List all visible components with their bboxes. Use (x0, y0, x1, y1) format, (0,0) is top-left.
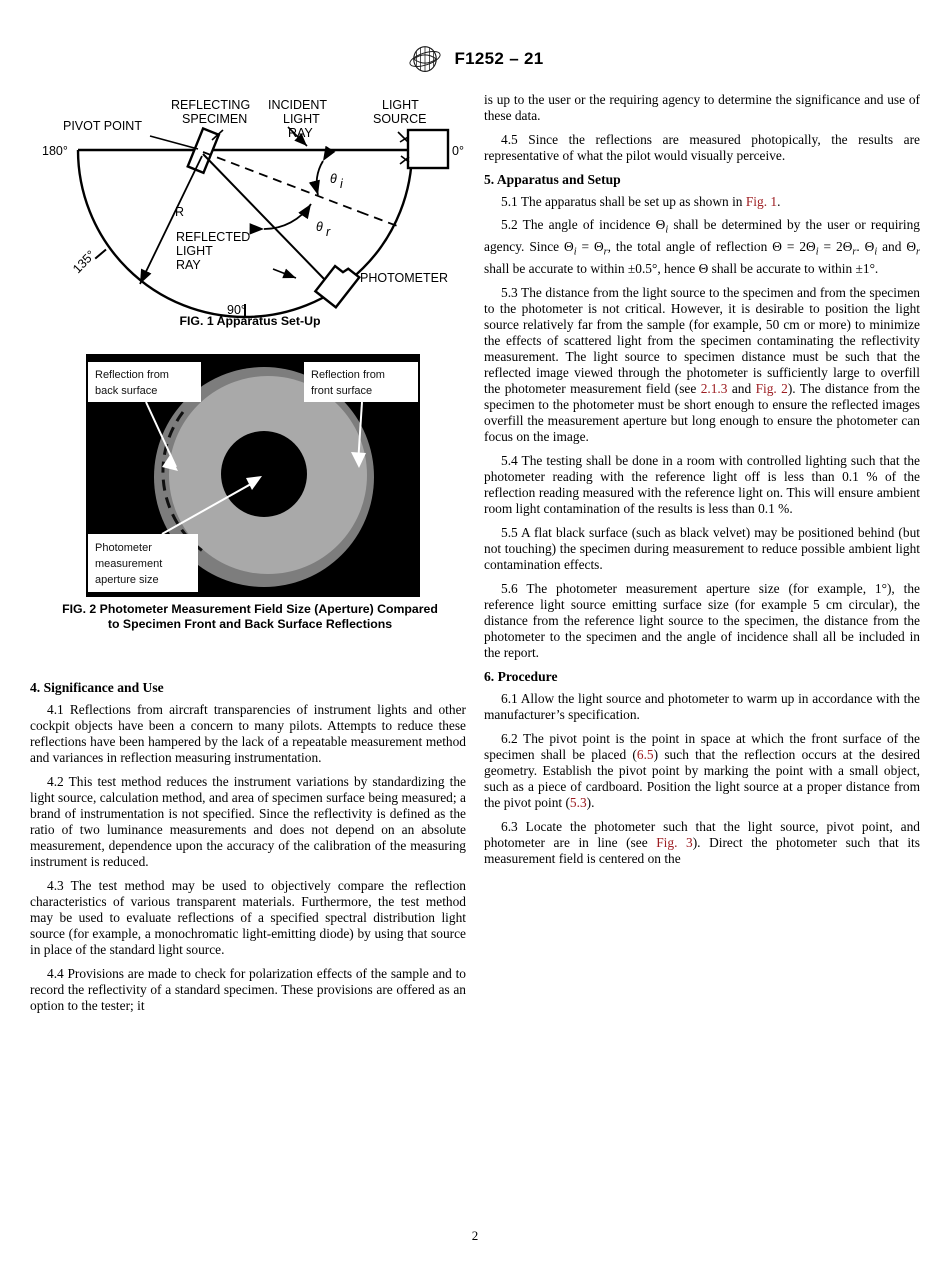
paragraph-6-3 (484, 819, 920, 867)
figure1-label-incident-1: INCIDENT (268, 98, 328, 112)
p53-seg-b: and (727, 381, 756, 397)
figure1-label-reflected-3: RAY (176, 258, 201, 272)
figure2-aperture-label-1: Photometer (95, 542, 152, 554)
paragraph-5-1 (484, 194, 920, 210)
paragraph-6-2 (484, 731, 920, 811)
section-6-heading: 6. Procedure (484, 669, 558, 685)
left-text-column (30, 672, 466, 1022)
xref-fig-1[interactable]: Fig. 1 (745, 193, 778, 209)
xref-fig-3[interactable]: Fig. 3 (656, 834, 693, 850)
figure2-back-surface-label-2: back surface (95, 385, 158, 397)
p52-seg-8: shall be accurate to within ±0.5°, hence Θ shall be accurate to within ±1°. (484, 261, 879, 276)
paragraph-5-1-text-post: . (777, 193, 781, 209)
p63-seg-a: 6.3 Locate the photometer such that the light source, pivot point, and photometer are in line (see (484, 818, 920, 850)
paragraph-4-4: 4.4 Provisions are made to check for polarization effects of the sample and to record the reflectivity of a standard specimen. These provisions are offered as an option to the tester; it (30, 965, 466, 1014)
figure2-front-surface-label-2: front surface (311, 385, 373, 397)
figure1-label-incident-3: RAY (288, 126, 313, 140)
p53-seg-a: 5.3 The distance from the light source to the specimen and from the specimen to the photometer is not critical. However, it is desirable to position the light source relatively far from the sample (for example, 50 cm or more) to minimize the effects of scattered light from the specimen contaminating the reflectivity measurement. The light source to specimen distance must be such that the reflected image viewed through the photometer is sufficiently large to overfill the photometer measurement field (see (484, 284, 920, 397)
figure2-aperture-label-3: aperture size (95, 574, 159, 586)
figure1-label-reflecting-specimen-2: SPECIMEN (182, 112, 248, 126)
figure1-label-reflected-2: LIGHT (176, 244, 213, 258)
figure-2-caption-line-1: FIG. 2 Photometer Measurement Field Size (Aperture) Compared (62, 602, 438, 616)
paragraph-6-1: 6.1 Allow the light source and photometer to warm up in accordance with the manufacturer’s specification. (484, 691, 920, 723)
figure1-label-reflecting-specimen-1: REFLECTING (171, 98, 251, 112)
p62-seg-c: ). (586, 795, 595, 811)
section-5-heading: 5. Apparatus and Setup (484, 171, 621, 187)
paragraph-5-1-text-pre: 5.1 The apparatus shall be set up as shown in (501, 193, 746, 209)
figure-2-caption-line-2: to Specimen Front and Back Surface Reflections (107, 617, 393, 631)
astm-logo-icon (406, 44, 444, 74)
paragraph-4-2: 4.2 This test method reduces the instrument variations by standardizing the light source, calculation method, and area of specimen surface being measured; a brand of instrumentation is not specified. Since the reflectivity is defined as the ratio of two luminance measurements and does not depend on an absolute measurement, dependence upon the accuracy of the calibration of the measuring instrument is reduced. (30, 773, 466, 870)
xref-2-1-3[interactable]: 2.1.3 (700, 381, 728, 397)
paragraph-5-3 (484, 285, 920, 446)
figure1-label-180deg: 180° (42, 144, 68, 158)
figure1-label-theta-i: θ (330, 172, 337, 186)
xref-fig-2[interactable]: Fig. 2 (755, 381, 788, 397)
p62-seg-b: ) such that the reflection occurs at the desired geometry. Establish the pivot point by marking the point with a small object, such as a piece of cardboard. Position the light source at a proper distance from the pivot point ( (484, 746, 920, 811)
figure2-front-surface-label-1: Reflection from (311, 369, 385, 381)
figure1-label-0deg: 0° (452, 144, 464, 158)
figure1-label-theta-i-subscript: i (340, 177, 343, 191)
p62-seg-a: 6.2 The pivot point is the point in space at which the front surface of the specimen shall be placed ( (484, 730, 920, 762)
figure1-label-theta-r: θ (316, 220, 323, 234)
paragraph-4-3: 4.3 The test method may be used to objectively compare the reflection characteristics of various transparent materials. Furthermore, the test method may be used to evaluate reflections of a specified spectral distribution light source (for example, a monochromatic light-emitting diode) by using that source in place of the standard light source. (30, 877, 466, 958)
p52-seg-7: and Θ (877, 239, 917, 255)
p53-seg-c: ). The distance from the specimen to the photometer must be short enough to ensure the reflected images overfill the measurement aperture but long enough to ensure the photometer can focus on the image. (484, 381, 920, 445)
paragraph-5-4: 5.4 The testing shall be done in a room with controlled lighting such that the photometer reading with the reference light off is less than 0.1 % of the reflection reading measured with the reference light on. This will ensure ambient room light contamination of the results is less than 0.1 %. (484, 453, 920, 517)
figure1-label-photometer: PHOTOMETER (360, 271, 448, 285)
figure1-label-90deg: 90° (227, 303, 246, 317)
p52-seg-1: 5.2 The angle of incidence Θ (501, 217, 666, 233)
figure1-label-theta-r-subscript: r (326, 225, 331, 239)
figure1-label-light-source-2: SOURCE (373, 112, 427, 126)
paragraph-5-5: 5.5 A flat black surface (such as black velvet) may be positioned behind (but not touching) the specimen during measurement to reduce possible ambient light contamination effects. (484, 524, 920, 573)
figure-2-caption (30, 602, 470, 632)
page-header (0, 44, 950, 74)
figure1-label-radius: R (175, 205, 185, 219)
xref-5-3[interactable]: 5.3 (569, 795, 587, 811)
figure-1-drawing (30, 94, 470, 334)
right-text-column (484, 92, 920, 875)
paragraph-4-1: 4.1 Reflections from aircraft transparencies of instrument lights and other cockpit objects have been a concern to many pilots. Attempts to reduce these reflections have been hampered by the lack of a repeatable measurement method and variances in reflection measuring instrumentation. (30, 702, 466, 766)
paragraph-5-2: 5.2 The angle of incidence $\Theta_i$ shall be determined by the user or requiring agency. Since $\Theta_i = \Theta_r$, the total angle of reflection $\Theta = 2\Theta_i = 2\Theta_r$. $\Theta_i$ and $\Theta_r$ shall be accurate to within ±0.5°, hence Θ shall be accurate to within ±1°. (484, 217, 921, 276)
paragraph-4-5: 4.5 Since the reflections are measured photopically, the results are representative of what the pilot would visually perceive. (484, 131, 920, 163)
figure1-label-incident-2: LIGHT (283, 112, 320, 126)
paragraph-4-4-continued: is up to the user or the requiring agency to determine the significance and use of these data. (484, 92, 920, 124)
figure1-label-light-source-1: LIGHT (382, 98, 419, 112)
figure1-label-pivot-point: PIVOT POINT (63, 119, 142, 133)
p63-seg-b: ). Direct the photometer such that its measurement field is centered on the (484, 834, 920, 866)
page-number: 2 (471, 1228, 479, 1243)
paragraph-5-6: 5.6 The photometer measurement aperture size (for example, 1°), the reference light source emitting surface size (for example 5 cm circular), the distance from the reference light source to the specimen, the distance from the photometer to the specimen and the angle of incidence shall all be included in the report. (484, 580, 920, 661)
figure2-aperture-label-2: measurement (95, 558, 163, 570)
section-4-heading: 4. Significance and Use (30, 680, 164, 695)
p52-seg-4: , the total angle of reflection Θ = 2Θ (607, 239, 816, 255)
figure-2-photometer-field (86, 354, 420, 597)
p52-seg-2: shall be determined by the user or requiring agency. Since Θ (484, 217, 920, 255)
figure2-aperture-circle (221, 431, 307, 517)
document-designation: F1252 – 21 (454, 49, 544, 68)
p52-seg-3: = Θ (576, 239, 604, 255)
figure-2-drawing (86, 354, 420, 597)
figure1-label-135deg: 135° (70, 247, 99, 277)
figure1-label-reflected-1: REFLECTED (176, 230, 251, 244)
xref-6-5[interactable]: 6.5 (636, 746, 654, 762)
figure-1-apparatus-setup (30, 94, 470, 334)
p52-seg-6: . Θ (856, 239, 875, 255)
figure-1-caption: FIG. 1 Apparatus Set-Up (179, 314, 321, 328)
figure2-back-surface-label-1: Reflection from (95, 369, 169, 381)
p52-seg-5: = 2Θ (818, 239, 853, 255)
